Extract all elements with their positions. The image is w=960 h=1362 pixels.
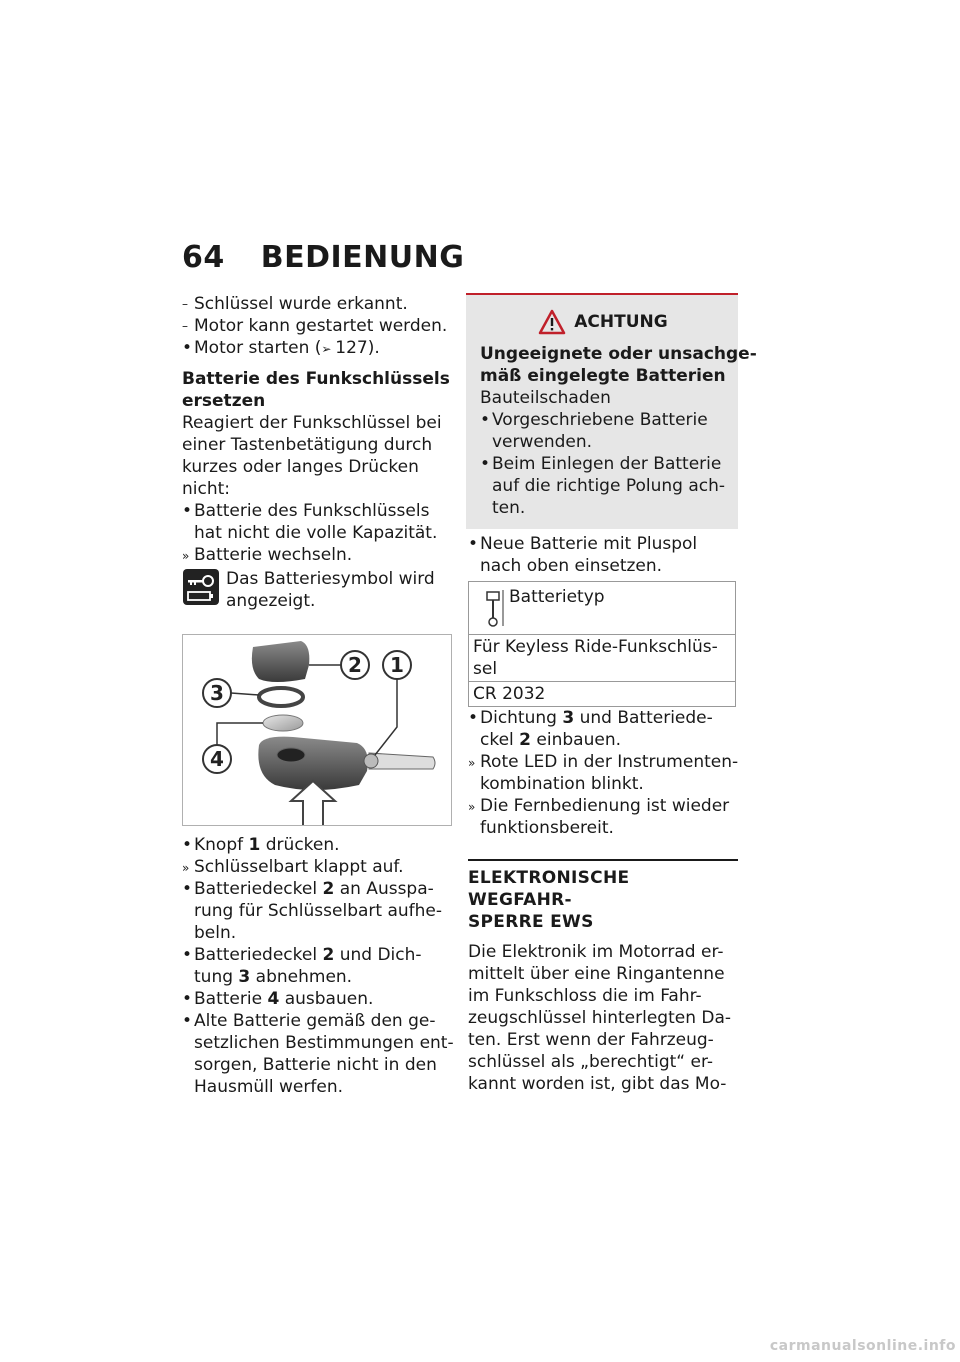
action-item: • Motor starten (➢ 127). (182, 338, 380, 358)
page-ref[interactable]: 127). (335, 338, 380, 358)
battery-symbol-note: Das Batteriesymbol wird angezeigt. (182, 568, 454, 612)
warning-consequence: Bauteilschaden (480, 388, 611, 408)
key-battery-icon (182, 568, 220, 606)
result-item: » Rote LED in der Instrumenten- (468, 752, 739, 772)
table-header-cell: Batterietyp (469, 582, 736, 635)
battery-cover (252, 641, 309, 682)
condition-item: • Batterie des Funkschlüssels (182, 501, 430, 521)
action-item: • Batterie 4 ausbauen. (182, 989, 374, 1009)
warning-box: ACHTUNG Ungeeignete oder unsachge- mäß eingelegte Batterien Bauteilschaden • Vorgeschriebene Batterie verwenden. • Beim Einlegen der Batterie auf die richtige Polung ach- ten. (466, 293, 738, 529)
result-item: » Die Fernbedienung ist wieder (468, 796, 730, 816)
section-title: BEDIENUNG (260, 240, 465, 275)
action-item: • Neue Batterie mit Pluspol (468, 534, 698, 554)
action-item: • Alte Batterie gemäß den ge- (182, 1011, 436, 1031)
page-ref-arrow-icon: ➢ (321, 342, 336, 356)
battery-spec-table (468, 581, 736, 707)
section-heading: ELEKTRONISCHE WEGFAHR- SPERRE EWS (468, 859, 738, 933)
left-column: – Schlüssel wurde erkannt. – Motor kann gestartet werden. • Motor starten (➢ 127). Batterie des Funkschlüssels ersetzen Reagiert der Funkschlüssel bei einer Tastenbetätigung durch kurzes oder langes Drücken nicht: • Batterie des Funkschlüssels hat nicht die volle Kapazität. » Batterie wechseln. Das Batteriesymbol wird angezeigt. 2 1 3 4 • Knopf 1 drücken. » Schlüsselbart klappt auf. • Batteriedeckel 2 an Ausspa- rung für Schlüsselbart aufhe- beln. • Batteriedeckel 2 und Dich- tung 3 abnehmen. • Batterie 4 ausbauen. • Alte Batterie gemäß den ge- setzlichen Bestimmungen ent- sorgen, Batterie nicht in den Hausmüll werfen. (182, 294, 454, 1097)
key-battery-figure (182, 634, 452, 826)
result-item: – Motor kann gestartet werden. (182, 316, 448, 336)
warning-triangle-icon (538, 309, 566, 335)
callout-3: 3 (210, 681, 224, 705)
table-cell: Für Keyless Ride-Funkschlüs- sel (469, 635, 736, 682)
key-exploded-illustration (183, 635, 451, 825)
callout-4: 4 (210, 747, 224, 771)
result-item: » Batterie wechseln. (182, 545, 353, 565)
warning-item: • Beim Einlegen der Batterie (480, 454, 722, 474)
warning-heading: Ungeeignete oder unsachge- mäß eingelegte Batterien (480, 344, 757, 386)
action-item: • Knopf 1 drücken. (182, 835, 340, 855)
intro-paragraph: Reagiert der Funkschlüssel bei einer Tastenbetätigung durch kurzes oder langes Drücken nicht: (182, 413, 442, 499)
seal-ring (259, 688, 303, 706)
result-item: » Schlüsselbart klappt auf. (182, 857, 404, 877)
key-blade (369, 753, 435, 769)
battery-coin (263, 715, 303, 731)
callout-1: 1 (390, 653, 404, 677)
action-item: • Dichtung 3 und Batteriede- (468, 708, 713, 728)
action-item: • Batteriedeckel 2 und Dich- (182, 945, 422, 965)
battery-spec-icon (483, 586, 507, 630)
subheading: Batterie des Funkschlüssels ersetzen (182, 369, 450, 411)
table-cell: CR 2032 (469, 682, 736, 707)
page-header (182, 240, 464, 275)
right-column: ACHTUNG Ungeeignete oder unsachge- mäß eingelegte Batterien Bauteilschaden • Vorgeschriebene Batterie verwenden. • Beim Einlegen der Batterie auf die richtige Polung ach- ten. • Neue Batterie mit Pluspol nach oben einsetzen. Batterietyp Für Keyless Ride-Funkschlüs- sel CR 2032 • Dichtung 3 und Batteriede- ckel 2 einbauen. » Rote LED in der Instrumenten- kombination blinkt. » Die Fernbedienung ist wieder funktionsbereit. ELEKTRONISCHE WEGFAHR- SPERRE EWS Die Elektronik im Motorrad er- mittelt über eine Ringantenne im Funkschloss die im Fahr- zeugschlüssel hinterlegten Da- ten. Erst wenn der Fahrzeug- schlüssel als „berechtigt“ er- kannt worden ist, gibt das Mo- (468, 293, 738, 1095)
ews-paragraph: Die Elektronik im Motorrad er- mittelt über eine Ringantenne im Funkschloss die im Fahr- zeugschlüssel hinterlegten Da- ten. Erst wenn der Fahrzeug- schlüssel als „berechtigt“ er- kannt worden ist, gibt das Mo- (468, 942, 732, 1094)
watermark: carmanualsonline.info (769, 1338, 956, 1354)
warning-title: ACHTUNG (480, 309, 726, 335)
action-item: • Batteriedeckel 2 an Ausspa- (182, 879, 434, 899)
page-number: 64 (182, 240, 225, 275)
warning-item: • Vorgeschriebene Batterie (480, 410, 708, 430)
result-item: – Schlüssel wurde erkannt. (182, 294, 408, 314)
callout-2: 2 (348, 653, 362, 677)
